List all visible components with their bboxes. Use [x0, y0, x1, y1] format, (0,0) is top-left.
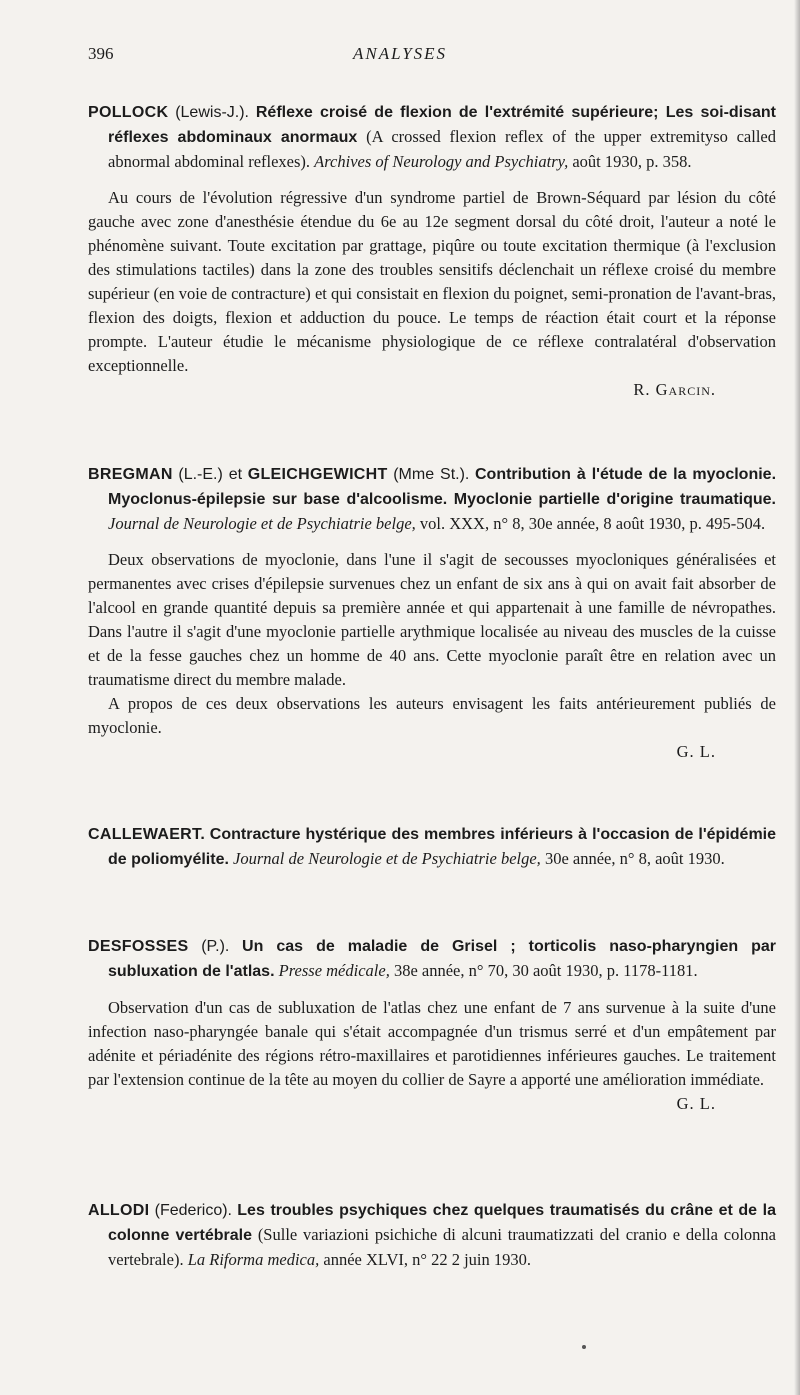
- citation: [88, 100, 776, 174]
- author-initials: (Federico).: [154, 1202, 232, 1219]
- journal-name: La Riforma medica,: [187, 1250, 320, 1269]
- second-author-initials: (Mme St.).: [393, 466, 470, 483]
- second-author-name: GLEICHGEWICHT: [247, 466, 388, 483]
- citation-details: vol. XXX, n° 8, 30e année, 8 août 1930, p. 495-504.: [419, 514, 766, 533]
- abstract: [88, 996, 776, 1116]
- journal-name: Journal de Neurologie et de Psychiatrie belge,: [233, 849, 541, 868]
- entry-desfosses: [88, 934, 776, 1116]
- citation: [88, 822, 776, 872]
- citation-translation: (A crossed flexion reflex of the upper extremityso called abnormal abdominal reflexes).: [108, 127, 776, 171]
- author-name: POLLOCK: [88, 104, 169, 121]
- citation: [88, 934, 776, 984]
- citation-details: année XLVI, n° 22 2 juin 1930.: [323, 1250, 532, 1269]
- author-initials: (Lewis-J.).: [175, 104, 249, 121]
- citation-translation: (Sulle variazioni psichiche di alcuni traumatizzati del cranio e della colonna vertebrale).: [108, 1225, 777, 1269]
- citation: [88, 462, 776, 536]
- citation-details: août 1930, p. 358.: [572, 152, 692, 171]
- journal-name: Journal de Neurologie et de Psychiatrie belge,: [108, 514, 416, 533]
- author-initials: (L.-E.) et: [178, 466, 243, 483]
- journal-name: Presse médicale,: [278, 961, 390, 980]
- page-edge-shadow: [794, 0, 800, 1395]
- abstract-paragraph: Deux observations de myoclonie, dans l'une il s'agit de secousses myocloniques généralisées et permanentes avec crises d'épilepsie survenues chez un enfant de six ans à qui on avait fait absorber de l'alcool en grande quantité depuis sa première année et qui appartenait à une famille de névropathes. Dans l'autre il s'agit d'une myoclonie partielle arythmique localisée au niveau des muscles de la cuisse et de la fesse gauches chez un homme de 40 ans. Cette myoclonie paraît être en relation avec un traumatisme direct du membre malade.: [88, 550, 776, 689]
- entry-pollock: [88, 100, 776, 402]
- article-title: Un cas de maladie de Grisel ; torticolis naso-pharyngien par subluxation de l'atlas.: [108, 938, 777, 980]
- citation: [88, 1198, 776, 1272]
- reviewer-signature: R. Garcin.: [633, 380, 716, 399]
- author-name: CALLEWAERT.: [88, 826, 206, 843]
- author-name: BREGMAN: [88, 466, 173, 483]
- entry-callewaert: [88, 822, 776, 872]
- abstract-paragraph: A propos de ces deux observations les auteurs envisagent les faits antérieurement publiés de myoclonie.: [88, 694, 776, 737]
- entry-allodi: [88, 1198, 776, 1272]
- citation-details: 38e année, n° 70, 30 août 1930, p. 1178-1181.: [393, 961, 698, 980]
- reviewer-signature: G. L.: [676, 742, 716, 761]
- article-title: Les troubles psychiques chez quelques traumatisés du crâne et de la colonne vertébrale: [108, 1202, 777, 1244]
- author-initials: (P.).: [201, 938, 230, 955]
- page-number: 396: [88, 44, 114, 63]
- article-title: Réflexe croisé de flexion de l'extrémité supérieure; Les soi-disant réflexes abdominaux anormaux: [108, 104, 777, 146]
- abstract-paragraph: Observation d'un cas de subluxation de l'atlas chez une enfant de 7 ans survenue à la suite d'une infection naso-pharyngée banale qui s'était accompagnée d'un trismus serré et d'un empâtement par adénite et périadénite des régions rétro-maxillaires et parotidiennes inférieures gauches. Le traitement par l'extension continue de la tête au moyen du collier de Sayre a apporté une amélioration immédiate.: [88, 998, 776, 1089]
- abstract-paragraph: Au cours de l'évolution régressive d'un syndrome partiel de Brown-Séquard par lésion du côté gauche avec zone d'anesthésie étendue du 6e au 12e segment dorsal du côté droit, l'auteur a noté le phénomène suivant. Toute excitation par grattage, piqûre ou toute excitation thermique (à l'exclusion des stimulations tactiles) dans la zone des troubles sensitifs déclenchait un réflexe croisé du membre supérieur (en voie de contracture) et qui consistait en flexion du poignet, semi-pronation de l'avant-bras, flexion des doigts, flexion et adduction du pouce. Le temps de réaction était court et la réponse prompte. L'auteur étudie le mécanisme physiologique de ce réflexe contralatéral d'observation exceptionnelle.: [88, 188, 776, 375]
- author-name: DESFOSSES: [88, 938, 189, 955]
- article-title: Contribution à l'étude de la myoclonie. Myoclonus-épilepsie sur base d'alcoolisme. Myoclonie partielle d'origine traumatique.: [108, 466, 777, 508]
- abstract: [88, 186, 776, 402]
- article-title: Contracture hystérique des membres inférieurs à l'occasion de l'épidémie de poliomyélite.: [108, 826, 777, 868]
- author-name: ALLODI: [88, 1202, 150, 1219]
- ink-speck: [582, 1345, 586, 1349]
- journal-name: Archives of Neurology and Psychiatry,: [314, 152, 569, 171]
- running-head: ANALYSES: [352, 44, 448, 63]
- citation-details: 30e année, n° 8, août 1930.: [544, 849, 725, 868]
- reviewer-signature: G. L.: [676, 1094, 716, 1113]
- entry-bregman: [88, 462, 776, 764]
- abstract: [88, 548, 776, 764]
